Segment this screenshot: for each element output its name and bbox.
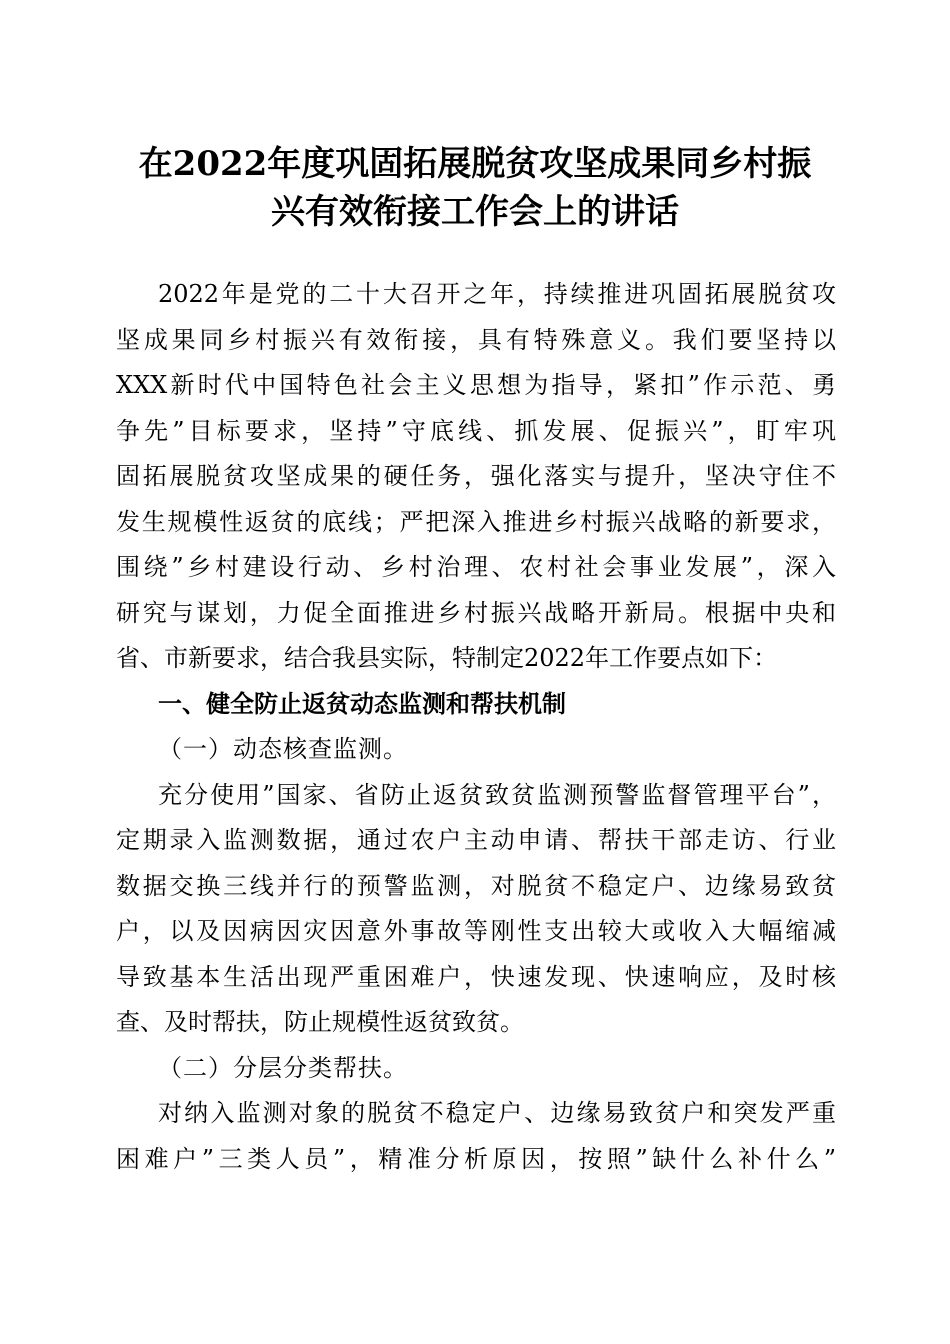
text-line: 省、市新要求，结合我县实际，特制定2022年工作要点如下： <box>116 644 778 672</box>
text-line: 对纳入监测对象的脱贫不稳定户、边缘易致贫户和突发严重 <box>158 1099 836 1127</box>
text-line: 导致基本生活出现严重困难户，快速发现、快速响应，及时核 <box>116 962 836 991</box>
text-line: 争先”目标要求，坚持”守底线、抓发展、促振兴”，盯牢巩 <box>116 416 836 445</box>
text-line: 数据交换三线并行的预警监测，对脱贫不稳定户、边缘易致贫 <box>116 871 836 900</box>
text-line: 研究与谋划，力促全面推进乡村振兴战略开新局。根据中央和 <box>116 598 836 627</box>
text-line: 户，以及因病因灾因意外事故等刚性支出较大或收入大幅缩减 <box>116 917 836 945</box>
text-line: 定期录入监测数据，通过农户主动申请、帮扶干部走访、行业 <box>116 826 836 854</box>
title-line-1: 在2022年度巩固拓展脱贫攻坚成果同乡村振 <box>138 144 812 184</box>
text-line: 充分使用”国家、省防止返贫致贫监测预警监督管理平台”， <box>158 780 836 809</box>
text-line: 困难户”三类人员”，精准分析原因，按照”缺什么补什么” <box>116 1144 836 1173</box>
title-line-2: 兴有效衔接工作会上的讲话 <box>271 192 679 232</box>
text-line: 发生规模性返贫的底线；严把深入推进乡村振兴战略的新要求， <box>116 507 836 536</box>
subsection-heading: （二）分层分类帮扶。 <box>158 1053 408 1082</box>
document-title <box>100 140 850 236</box>
text-line: 坚成果同乡村振兴有效衔接，具有特殊意义。我们要坚持以 <box>116 325 836 354</box>
subsection-heading: （一）动态核查监测。 <box>158 735 408 763</box>
section-heading: 一、健全防止返贫动态监测和帮扶机制 <box>158 689 566 718</box>
text-line: 围绕”乡村建设行动、乡村治理、农村社会事业发展”，深入 <box>116 553 836 581</box>
document-body <box>116 272 836 1182</box>
text-line: XXX新时代中国特色社会主义思想为指导，紧扣”作示范、勇 <box>116 371 836 399</box>
text-line: 2022年是党的二十大召开之年，持续推进巩固拓展脱贫攻 <box>158 280 836 308</box>
text-line: 查、及时帮扶，防止规模性返贫致贫。 <box>116 1008 524 1036</box>
text-line: 固拓展脱贫攻坚成果的硬任务，强化落实与提升，坚决守住不 <box>116 462 836 490</box>
